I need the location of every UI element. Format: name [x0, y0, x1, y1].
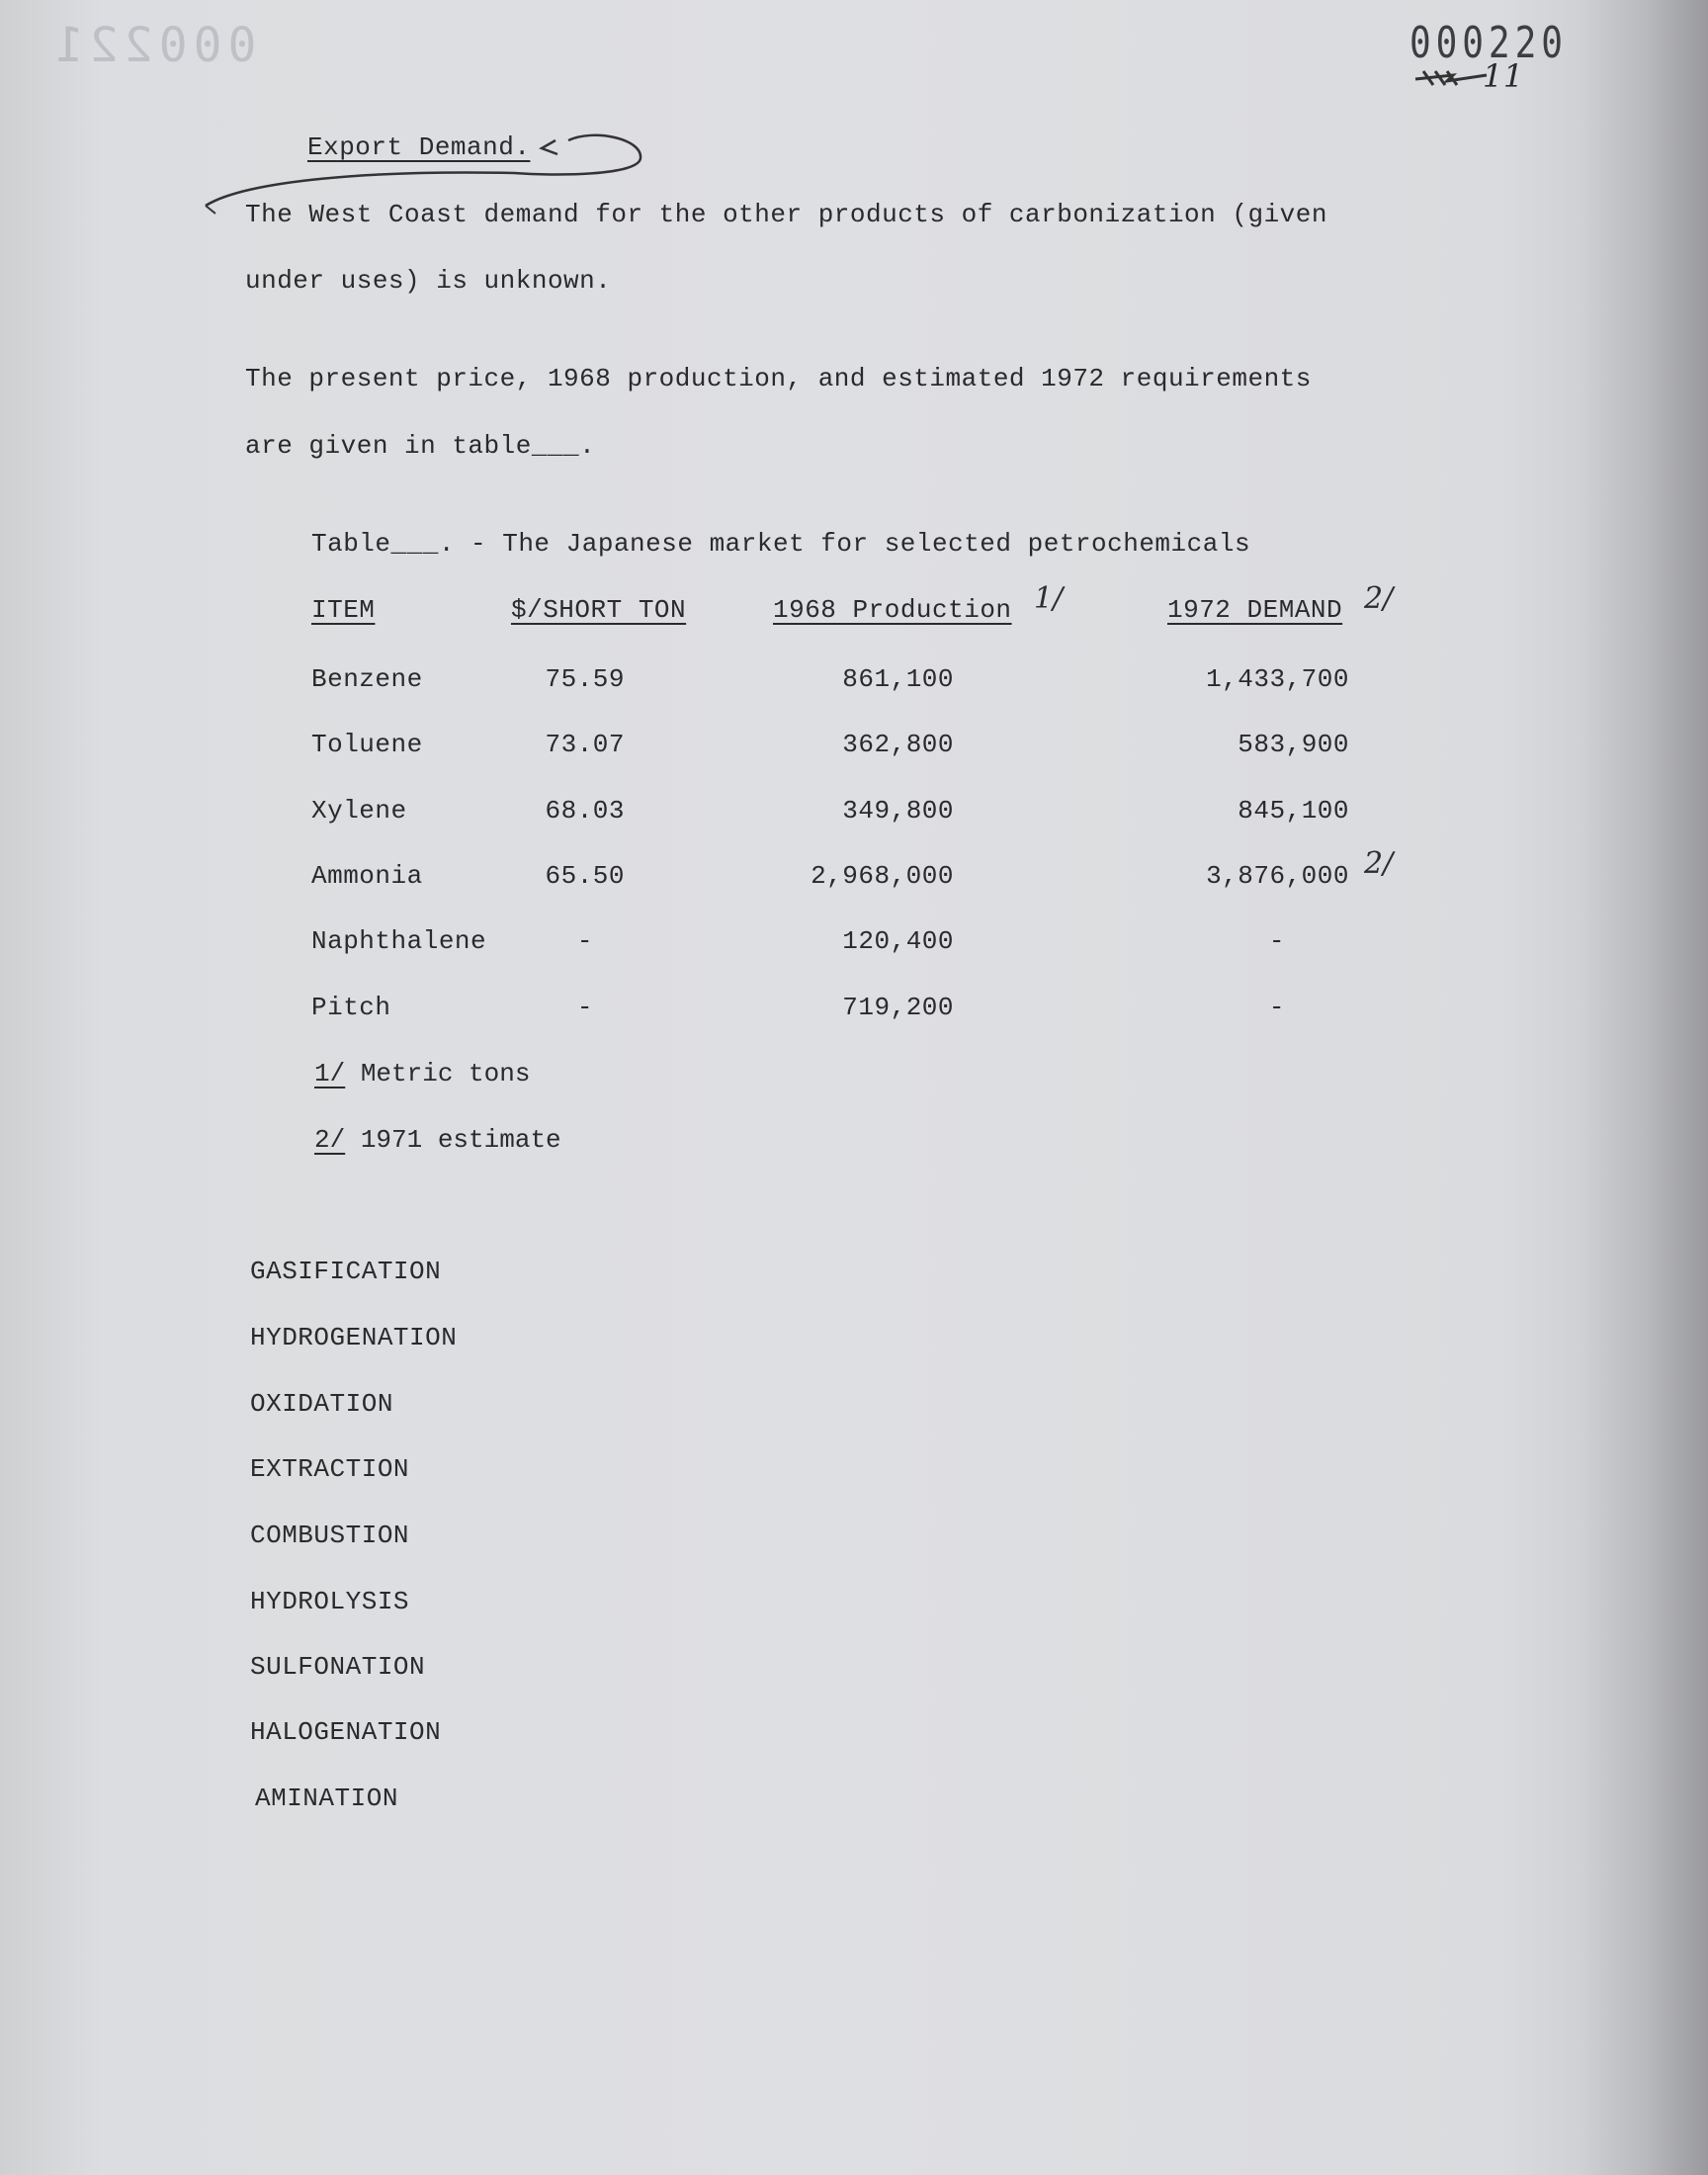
row-item: Benzene — [311, 664, 423, 694]
paragraph-2-line-2: are given in table___. — [245, 431, 596, 461]
row-price: 65.50 — [545, 861, 625, 891]
footnote-mark: 1/ — [314, 1059, 346, 1088]
row-demand: 1,433,700 — [1206, 664, 1349, 694]
row-demand: - — [1268, 926, 1285, 956]
list-item: AMINATION — [255, 1784, 398, 1813]
row-price: 73.07 — [545, 730, 625, 759]
header-item: ITEM — [311, 595, 376, 625]
row-item: Naphthalene — [311, 926, 487, 956]
paragraph-1-line-2: under uses) is unknown. — [245, 266, 612, 296]
paragraph-2-line-1: The present price, 1968 production, and estimated 1972 requirements — [245, 364, 1312, 393]
row-price: - — [576, 993, 593, 1022]
row-demand: - — [1268, 993, 1285, 1022]
row-production: 349,800 — [842, 796, 954, 826]
footnote — [314, 1125, 561, 1155]
section-heading: Export Demand. — [307, 132, 531, 162]
list-item: GASIFICATION — [250, 1257, 442, 1286]
list-item: HYDROLYSIS — [250, 1587, 410, 1616]
handwritten-page-number: 11 — [1483, 57, 1524, 95]
bleed-through-stamp: 000221 — [49, 18, 257, 73]
table-caption: Table___. - The Japanese market for selected petrochemicals — [311, 529, 1251, 559]
header-price: $/SHORT TON — [511, 595, 687, 625]
row-demand: 3,876,000 — [1206, 861, 1349, 891]
list-item: EXTRACTION — [250, 1454, 410, 1484]
list-item: HALOGENATION — [250, 1717, 442, 1747]
row-demand: 845,100 — [1238, 796, 1349, 826]
list-item: SULFONATION — [250, 1652, 426, 1682]
paragraph-1-line-1: The West Coast demand for the other products of carbonization (given — [245, 200, 1327, 229]
row-price: - — [576, 926, 593, 956]
row-note: 2/ — [1364, 846, 1394, 881]
list-item: HYDROGENATION — [250, 1323, 458, 1352]
header-production: 1968 Production — [773, 595, 1012, 625]
footnote-text: Metric tons — [345, 1059, 531, 1088]
row-item: Pitch — [311, 993, 391, 1022]
list-item: OXIDATION — [250, 1389, 393, 1419]
list-item: COMBUSTION — [250, 1521, 410, 1550]
row-item: Toluene — [311, 730, 423, 759]
header-demand-note: 2/ — [1364, 581, 1394, 616]
row-demand: 583,900 — [1238, 730, 1349, 759]
row-price: 68.03 — [545, 796, 625, 826]
row-production: 2,968,000 — [811, 861, 954, 891]
row-production: 120,400 — [842, 926, 954, 956]
row-production: 362,800 — [842, 730, 954, 759]
footnote-mark: 2/ — [314, 1125, 346, 1155]
footnote-text: 1971 estimate — [345, 1125, 561, 1155]
row-production: 861,100 — [842, 664, 954, 694]
row-item: Ammonia — [311, 861, 423, 891]
row-item: Xylene — [311, 796, 407, 826]
row-price: 75.59 — [545, 664, 625, 694]
header-production-note: 1/ — [1034, 581, 1064, 616]
header-demand: 1972 DEMAND — [1167, 595, 1343, 625]
footnote — [314, 1059, 530, 1088]
page-number-stamp: 000220 — [1409, 18, 1568, 68]
row-production: 719,200 — [842, 993, 954, 1022]
